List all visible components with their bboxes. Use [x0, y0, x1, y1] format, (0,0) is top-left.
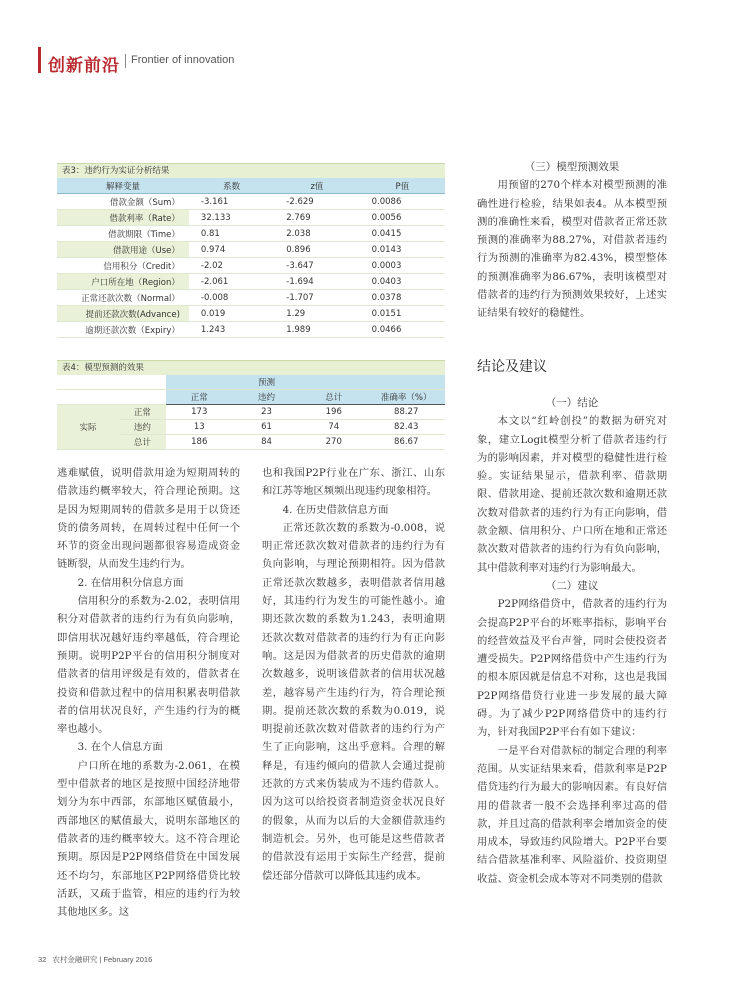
table-3-cell: 0.019 [189, 306, 274, 322]
page-number: 32 [38, 955, 47, 964]
column-3-top [477, 158, 667, 323]
table-4-caption: 表4：模型预测的效果 [57, 360, 445, 375]
table-3-cell: 1.29 [274, 306, 359, 322]
table-3-cell: 0.896 [274, 242, 359, 258]
table-3-cell: 0.0466 [360, 322, 445, 338]
section-title: 结论及建议 [477, 359, 547, 375]
table-4 [57, 360, 445, 450]
table-4-cell: 13 [166, 420, 233, 435]
table-3-cell: 2.769 [274, 210, 359, 226]
body-paragraph: 也和我国P2P行业在广东、浙江、山东和江苏等地区频频出现违约现象相符。 [262, 467, 445, 498]
table-4-cell: 173 [166, 405, 233, 420]
table-4-cell: 196 [300, 405, 367, 420]
table-4-cell: 84 [233, 435, 300, 450]
table-3-row-label: 借款利率（Rate） [57, 210, 189, 226]
table-4-row-label: 总计 [119, 435, 166, 450]
subsection-heading: （二）建议 [545, 579, 599, 592]
table-3-cell: -1.694 [274, 274, 359, 290]
table-3-cell: 1.989 [274, 322, 359, 338]
table-3-cell: 0.0378 [360, 290, 445, 306]
body-paragraph: 本文以“红岭创投”的数据为研究对象，建立Logit模型分析了借款者违约行为的影响因素，并对模型的稳健性进行检验。实证结果显示，借款利率、借款期限、借款用途、提前还款次数和逾期还款次数对借款者的违约行为有正向影响，借款金额、信用积分、户口所在地和正常还款次数对借款者的违约行为有负向影响，其中借款利率对违约行为影响最大。 [477, 415, 667, 574]
body-paragraph: P2P网络借贷中，借款者的违约行为会提高P2P平台的坏账率指标，影响平台的经营效益及平台声誉，同时会使投资者遭受损失。P2P网络借贷中产生违约行为的根本原因就是信息不对称，这也是我国P2P网络借贷行业进一步发展的最大障碍。为了减少P2P网络借贷中的违约行为，针对我国P2P平台有如下建议： [477, 598, 667, 739]
table-3-cell: 32.133 [189, 210, 274, 226]
table-4-cell: 88.27 [367, 405, 445, 420]
subsection-heading: 4. 在历史借款信息方面 [282, 503, 389, 516]
table-row [57, 274, 445, 290]
table-3-caption: 表3：违约行为实证分析结果 [57, 163, 445, 178]
table-3-row-label: 信用积分（Credit） [57, 258, 189, 274]
table-3-row-label: 借款用途（Use） [57, 242, 189, 258]
section-header-title: 创新前沿 [48, 56, 120, 76]
table-3-cell: 0.0143 [360, 242, 445, 258]
table-3-cell: 0.0056 [360, 210, 445, 226]
table-3-row-label: 提前还款次数(Advance) [57, 306, 189, 322]
table-3-cell: 0.0415 [360, 226, 445, 242]
column-1 [57, 464, 240, 921]
table-3-cell: 0.81 [189, 226, 274, 242]
table-row [57, 226, 445, 242]
table-4-cell: 61 [233, 420, 300, 435]
table-3-cell: 1.243 [189, 322, 274, 338]
table-3-cell: -3.161 [189, 194, 274, 210]
table-3-row-label: 逾期还款次数（Expiry） [57, 322, 189, 338]
body-paragraph: 用预留的270个样本对模型预测的准确性进行检验，结果如表4。从本模型预测的准确性来看，模型对借款者正常还款预测的准确率为88.27%，对借款者违约行为预测的准确率为82.43%，模型整体的预测准确率为86.67%，表明该模型对借款者的违约行为预测效果较好，上述实证结果有较好的稳健性。 [477, 179, 667, 320]
table-3-cell: -2.061 [189, 274, 274, 290]
header-accent-bar [38, 47, 41, 73]
table-3-header: P值 [360, 178, 445, 194]
header-separator [125, 54, 126, 68]
section-header-subtitle: Frontier of innovation [131, 54, 235, 66]
issue-date: February 2016 [103, 955, 153, 964]
table-3-row-label: 户口所在地（Region） [57, 274, 189, 290]
table-3-cell: -1.707 [274, 290, 359, 306]
subsection-heading: （三）模型预测效果 [524, 161, 620, 173]
table-4-predict-label: 预测 [166, 375, 368, 390]
table-4-row-label: 正常 [119, 405, 166, 420]
table-3-row-label: 借款金额（Sum） [57, 194, 189, 210]
subsection-heading: （一）结论 [545, 397, 599, 409]
journal-name: 农村金融研究 [52, 955, 98, 964]
column-2 [262, 464, 445, 885]
table-4-cell: 74 [300, 420, 367, 435]
table-3-header: 系数 [189, 178, 274, 194]
page-footer: 32 农村金融研究 | February 2016 [38, 955, 153, 964]
table-3-cell: -0.008 [189, 290, 274, 306]
table-3-cell: 2.038 [274, 226, 359, 242]
table-4-col-header: 准确率（%） [367, 390, 445, 405]
table-4-col-header: 违约 [233, 390, 300, 405]
table-3-cell: -3.647 [274, 258, 359, 274]
table-3-header: 解释变量 [57, 178, 189, 194]
table-row [57, 290, 445, 306]
table-4-col-header: 正常 [166, 390, 233, 405]
column-3-bottom [477, 394, 667, 888]
table-4-grid [57, 375, 445, 450]
subsection-heading: 2. 在信用积分信息方面 [77, 576, 184, 589]
table-row [57, 194, 445, 210]
subsection-heading: 3. 在个人信息方面 [77, 741, 163, 754]
table-4-cell: 23 [233, 405, 300, 420]
table-row [57, 210, 445, 226]
body-paragraph: 户口所在地的系数为-2.061，在模型中借款者的地区是按照中国经济地带划分为东中西部，东部地区赋值最小，西部地区的赋值最大，说明东部地区的借款者的违约概率较大。这不符合理论预期。原因是P2P网络借贷在中国发展还不均匀，东部地区P2P网络借贷比较活跃，又疏于监管，相应的违约行为较其他地区多。这 [57, 759, 240, 919]
table-row [57, 258, 445, 274]
body-paragraph: 正常还款次数的系数为-0.008，说明正常还款次数对借款者的违约行为有负向影响，与理论预期相符。因为借款正常还款次数越多，表明借款者信用越好，其违约行为发生的可能性越小。逾期还款次数的系数为1.243，表明逾期还款次数对借款者的违约行为有正向影响。这是因为借款者的历史借款的逾期次数越多，说明该借款者的信用状况越差，越容易产生违约行为，符合理论预期。提前还款次数的系数为0.019，说明提前还款次数对借款者的违约行为产生了正向影响，这出乎意料。合理的解释是，有违约倾向的借款人会通过提前还款的方式来伪装成为不违约借款人。因为这可以给投资者制造资金状况良好的假象，从而为以后的大金额借款违约制造机会。另外，也可能是这些借款者的借款没有运用于实际生产经营，提前偿还部分借款可以降低其违约成本。 [262, 521, 445, 882]
table-3 [57, 163, 445, 338]
body-paragraph: 逃难赋值，说明借款用途为短期周转的借款违约概率较大，符合理论预期。这是因为短期周转的借款多是用于以贷还贷的债务周转，在周转过程中任何一个环节的资金出现问题都很容易造成资金链断裂，从而发生违约行为。 [57, 467, 240, 571]
table-3-cell: 0.0403 [360, 274, 445, 290]
table-4-cell: 86.67 [367, 435, 445, 450]
table-3-row-label: 正常还款次数（Normal） [57, 290, 189, 306]
table-3-cell: 0.0151 [360, 306, 445, 322]
table-4-cell: 82.43 [367, 420, 445, 435]
table-3-row-label: 借款期限（Time） [57, 226, 189, 242]
table-4-row-group: 实际 [57, 405, 119, 450]
table-row [57, 242, 445, 258]
table-3-header: z值 [274, 178, 359, 194]
body-paragraph: 一是平台对借款标的制定合理的利率范围。从实证结果来看，借款利率是P2P借贷违约行为最大的影响因素。有良好信用的借款者一般不会选择利率过高的借款，并且过高的借款利率会增加资金的使用成本，导致违约风险增大。P2P平台要结合借款基准利率、风险溢价、投资期望收益、资金机会成本等对不同类别的借款 [477, 744, 667, 885]
table-3-cell: -2.629 [274, 194, 359, 210]
table-3-cell: 0.0086 [360, 194, 445, 210]
table-4-cell: 270 [300, 435, 367, 450]
table-4-cell: 186 [166, 435, 233, 450]
table-4-row-label: 违约 [119, 420, 166, 435]
table-3-cell: 0.0003 [360, 258, 445, 274]
table-3-grid [57, 178, 445, 338]
table-4-col-header: 总计 [300, 390, 367, 405]
table-row [57, 306, 445, 322]
table-row [57, 322, 445, 338]
body-paragraph: 信用积分的系数为-2.02，表明信用积分对借款者的违约行为有负向影响，即信用状况越好违约率越低，符合理论预期。说明P2P平台的信用积分制度对借款者的信用评级是有效的，借款者在投资和借款过程中的信用积累表明借款者的信用状况良好，产生违约行为的概率也越小。 [57, 595, 240, 736]
table-3-cell: -2.02 [189, 258, 274, 274]
table-3-cell: 0.974 [189, 242, 274, 258]
